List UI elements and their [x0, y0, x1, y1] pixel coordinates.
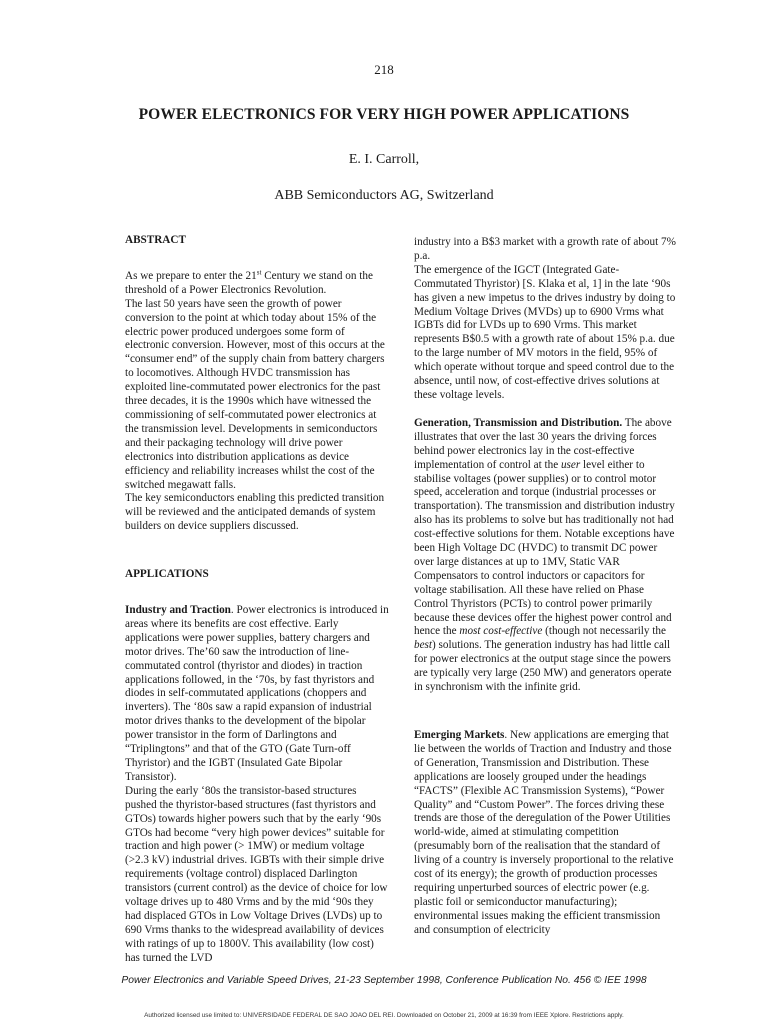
abstract-paragraph-3: The key semiconductors enabling this predicted transition will be reviewed and the anticipated demands of system builders on device suppliers discussed. — [125, 492, 385, 533]
right-column — [414, 236, 676, 938]
abstract-paragraph-2: The last 50 years have seen the growth of power conversion to the point at which today about 15% of the electric power produced undergoes some form of electronic conversion. However, most of this occurs at the “consumer end” of the supply chain from battery chargers to locomotives. Although HVDC transmission has exploited line-commutated power electronics for the past three decades, it is the 1990s which have witnessed the commissioning of self-commutated power electronics at the transmission level. Developments in semiconductors and their packaging technology will drive power electronics into distribution applications as device efficiency and reliability increases whilst the cost of the switched megawatt falls. — [125, 297, 385, 491]
page-number: 218 — [374, 62, 394, 77]
industry-traction-paragraph: Industry and Traction. Power electronics is introduced in areas where its benefits are cost effective. Early applications were power supplies, battery chargers and motor drives. The’60 saw the introduction of line-commutated control (thyristor and diodes) in traction applications followed, in the ‘70s, by fast thyristors and diodes in self-commutated applications (choppers and inverters). The ‘80s saw a rapid expansion of industrial motor drives thanks to the development of the bipolar power transistor in the form of Darlingtons and “Triplingtons” and that of the GTO (Gate Turn-off Thyristor) and the IGBT (Insulated Gate Bipolar Transistor). — [125, 604, 389, 783]
paper-author: E. I. Carroll, — [348, 152, 420, 167]
abstract-paragraph-1: As we prepare to enter the 21st Century we stand on the threshold of a Power Electronics Revolution. — [125, 268, 373, 296]
generation-transmission-paragraph: Generation, Transmission and Distribution. The above illustrates that over the last 30 years the driving forces behind power electronics lay in the cost-effective implementation of control at the user level either to stabilise voltages (power supplies) or to control motor speed, acceleration and torque (industrial processes or transportation). The transmission and distribution industry also has its problems to solve but has traditionally not had cost-effective solutions for them. Notable exceptions have been High Voltage DC (HVDC) to transmit DC power over large distances at up to 1MV, Static VAR Compensators to control inductors or capacitors for voltage stabilisation. All these have relied on Phase Control Thyristors (PCTs) to control power primarily because these devices offer the highest power control and hence the most cost-effective (though not necessarily the best) solutions. The generation industry has had little call for power electronics at the output stage since the powers are typically very large (250 MW) and generators operate in synchronism with the infinite grid. — [414, 416, 675, 694]
license-notice: Authorized licensed use limited to: UNIVERSIDADE FEDERAL DE SAO JOAO DEL REI. Downloaded on October 21, 2009 at 16:39 from IEEE Xplore. Restrictions apply. — [144, 1012, 624, 1019]
left-column — [125, 234, 390, 966]
industry-traction-paragraph-2: During the early ‘80s the transistor-based structures pushed the thyristor-based structures (fast thyristors and GTOs) towards higher powers such that by the early ‘90s GTOs had become “very high power devices” suitable for traction and high power (> 1MW) or medium voltage (>2.3 kV) industrial drives. IGBTs with their simple drive requirements (voltage control) displaced Darlington transistors (current control) as the device of choice for low voltage drives up to 480 Vrms and by the mid ‘90s they had displaced GTOs in Low Voltage Drives (LVDs) up to 690 Vrms thanks to the widespread availability of devices with ratings of up to 1800V. This availability (low cost) has turned the LVD — [125, 784, 388, 964]
igct-paragraph: The emergence of the IGCT (Integrated Gate-Commutated Thyristor) [S. Klaka et al, 1] in the late ‘90s has given a new impetus to the drives industry by doing to Medium Voltage Drives (MVDs) up to 6900 Vrms what IGBTs did for LVDs up to 690 Vrms. This market represents B$0.5 with a growth rate of about 15% p.a. due to the large number of MV motors in the field, 95% of which operate without torque and speed control due to the absence, until now, of cost-effective drives solutions at these voltage levels. — [414, 263, 676, 401]
applications-heading: APPLICATIONS — [125, 568, 209, 581]
paper-affiliation: ABB Semiconductors AG, Switzerland — [274, 188, 494, 203]
abstract-heading: ABSTRACT — [125, 234, 186, 246]
emerging-markets-subheading: Emerging Markets — [414, 729, 505, 741]
industry-traction-subheading: Industry and Traction — [125, 604, 231, 617]
emerging-markets-paragraph: Emerging Markets. New applications are emerging that lie between the worlds of Traction and Industry and those of Generation, Transmission and Distribution. These applications are loosely grouped under the headings “FACTS” (Flexible AC Transmission Systems), “Power Quality” and “Custom Power”. The forces driving these trends are those of the deregulation of the Power Utilities world-wide, aimed at stimulating competition (presumably born of the realisation that the standard of living of a country is inversely proportional to the relative cost of its energy); the growth of production processes requiring unperturbed sources of electric power (e.g. plastic foil or semiconductor manufacturing); environmental issues making the efficient transmission and consumption of electricity — [414, 729, 674, 936]
paper-title: POWER ELECTRONICS FOR VERY HIGH POWER APPLICATIONS — [138, 106, 630, 123]
conference-footer: Power Electronics and Variable Speed Drives, 21-23 September 1998, Conference Publication No. 456 © IEE 1998 — [121, 975, 647, 986]
continued-paragraph: industry into a B$3 market with a growth rate of about 7% p.a. — [414, 236, 676, 262]
ordinal-superscript: st — [256, 268, 262, 277]
generation-transmission-subheading: Generation, Transmission and Distribution. — [414, 416, 623, 429]
